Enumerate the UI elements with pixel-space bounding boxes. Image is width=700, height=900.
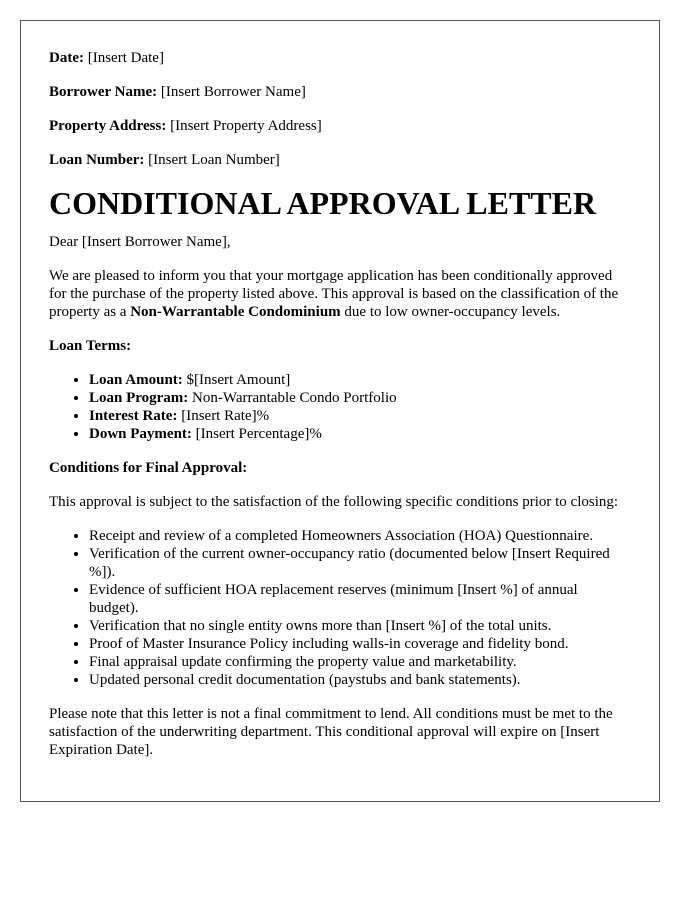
loan-terms-list: [49, 371, 629, 443]
condition-item: • Verification that no single entity owns more than [Insert %] of the total units.: [89, 617, 629, 635]
loan-term-item: [89, 389, 629, 407]
borrower-value: [Insert Borrower Name]: [160, 84, 306, 100]
condition-item: • Receipt and review of a completed Homeowners Association (HOA) Questionnaire.: [89, 527, 629, 545]
conditions-list: [49, 527, 629, 689]
loan-term-label: Interest Rate:: [89, 408, 178, 424]
loan-term-label: Loan Program:: [89, 390, 189, 406]
borrower-line: [49, 83, 629, 101]
loan-number-label: Loan Number:: [49, 152, 145, 168]
date-label: Date:: [49, 50, 84, 66]
condition-item: • Final appraisal update confirming the property value and marketability.: [89, 653, 629, 671]
loan-term-value: $[Insert Amount]: [182, 372, 291, 388]
condition-item: • Proof of Master Insurance Policy including walls-in coverage and fidelity bond.: [89, 635, 629, 653]
loan-terms-heading: Loan Terms:: [49, 338, 132, 354]
intro-paragraph: [49, 267, 629, 321]
address-label: Property Address:: [49, 118, 167, 134]
borrower-label: Borrower Name:: [49, 84, 158, 100]
loan-number-line: [49, 151, 629, 169]
date-value: [Insert Date]: [87, 50, 164, 66]
loan-term-label: Down Payment:: [89, 426, 192, 442]
intro-text-1: We are pleased to inform you that your mortgage application has been conditionally approved for the purchase of the property listed above. This approval is based on the classification of the property as a: [49, 268, 619, 320]
loan-term-item: [89, 425, 629, 443]
intro-bold: Non-Warrantable Condominium: [130, 304, 341, 320]
conditions-intro: This approval is subject to the satisfaction of the following specific conditions prior to closing:: [49, 494, 619, 510]
loan-term-item: [89, 371, 629, 389]
intro-text-2: due to low owner-occupancy levels.: [340, 304, 561, 320]
conditions-heading: Conditions for Final Approval:: [49, 460, 248, 476]
address-line: [49, 117, 629, 135]
loan-term-item: [89, 407, 629, 425]
loan-term-value: [Insert Rate]%: [177, 408, 270, 424]
loan-number-value: [Insert Loan Number]: [148, 152, 280, 168]
closing-paragraph: Please note that this letter is not a final commitment to lend. All conditions must be met to the satisfaction of the underwriting department. This conditional approval will expire on [Insert Expiration Date].: [49, 706, 613, 758]
condition-item: • Evidence of sufficient HOA replacement reserves (minimum [Insert %] of annual budget).: [89, 581, 629, 617]
address-value: [Insert Property Address]: [170, 118, 322, 134]
date-line: [49, 49, 629, 67]
loan-term-value: [Insert Percentage]%: [191, 426, 322, 442]
condition-item: • Verification of the current owner-occupancy ratio (documented below [Insert Required %]).: [89, 545, 629, 581]
condition-item: • Updated personal credit documentation (paystubs and bank statements).: [89, 671, 629, 689]
loan-term-value: Non-Warrantable Condo Portfolio: [188, 390, 397, 406]
letter-title: CONDITIONAL APPROVAL LETTER: [49, 185, 597, 221]
letter-content: [49, 49, 629, 775]
salutation: Dear [Insert Borrower Name],: [49, 234, 231, 250]
loan-term-label: Loan Amount:: [89, 372, 183, 388]
letter-page: [20, 20, 660, 802]
